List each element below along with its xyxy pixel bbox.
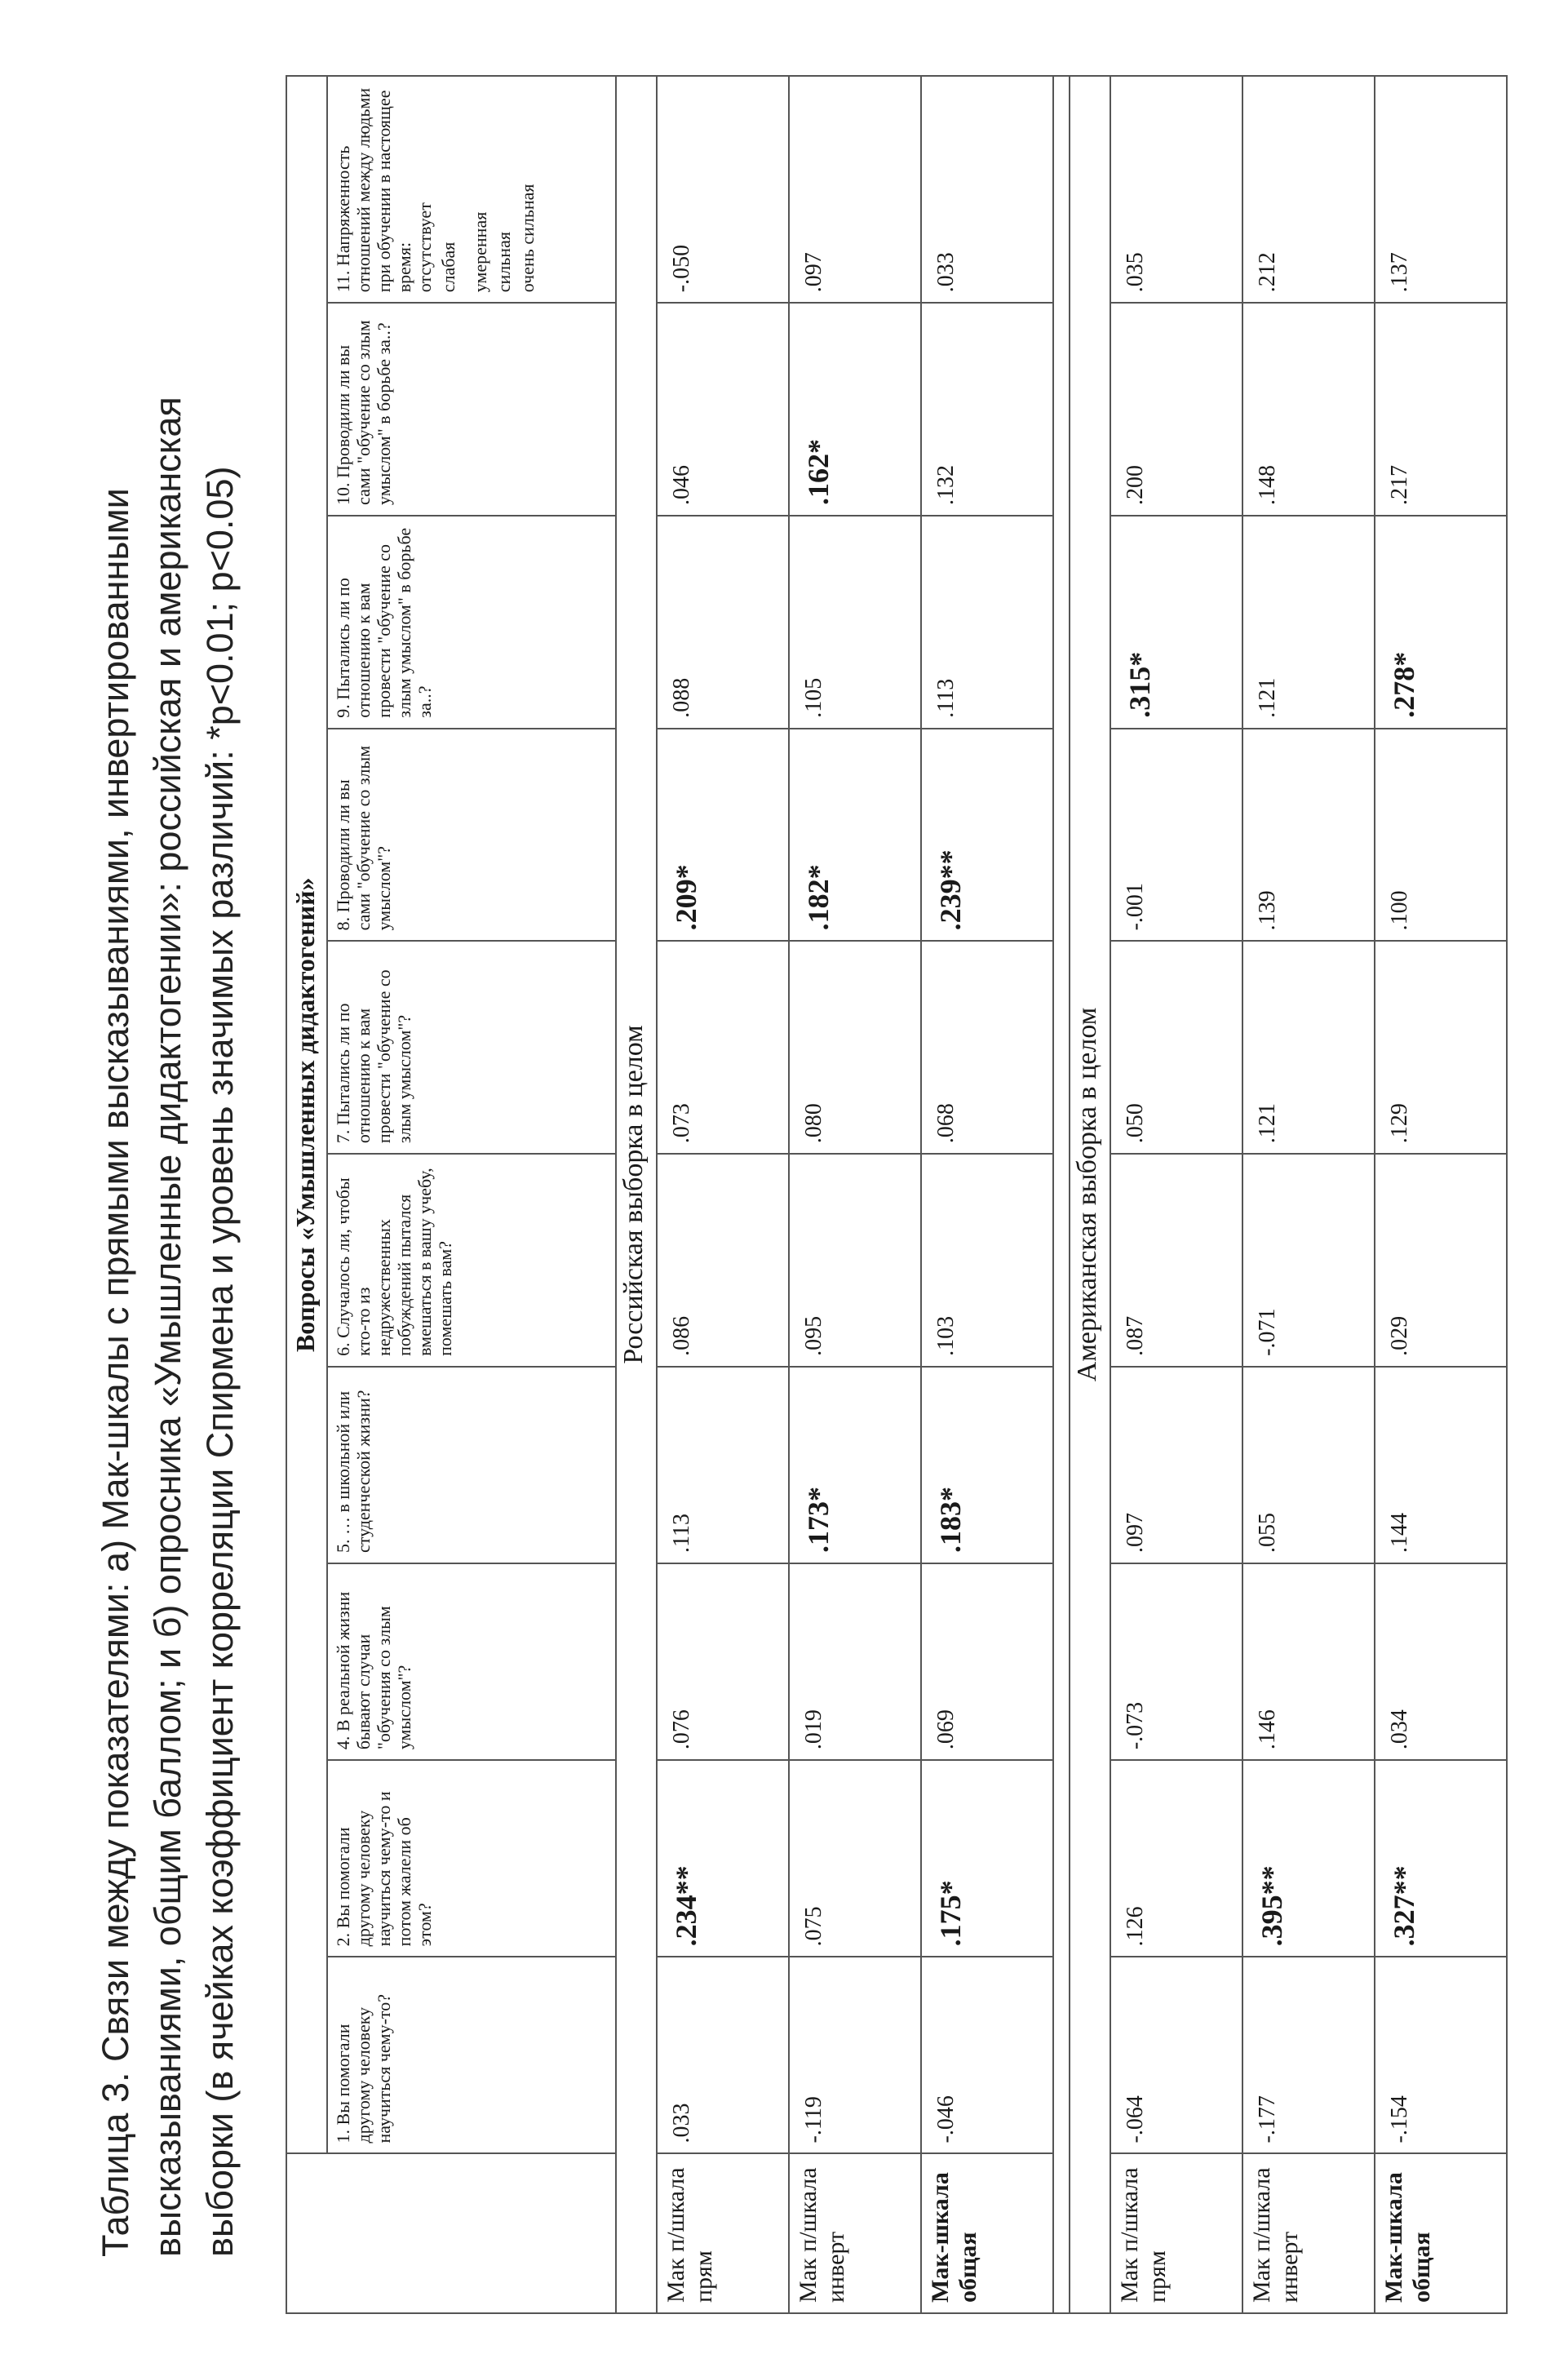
column-header-7: 8. Проводили ли вы сами "обучение со злым умыслом"? (327, 729, 616, 942)
table-row (657, 76, 789, 2313)
row-label: Мак п/шкала инверт (789, 2153, 921, 2313)
section-gap (1053, 76, 1070, 2313)
question-group-header: Вопросы «Умышленных дидактогений» (286, 76, 327, 2153)
column-header-11 (327, 76, 616, 303)
section-title-row (616, 76, 657, 2313)
table-cell: .175* (921, 1760, 1053, 1957)
row-label: Мак-шкала общая (921, 2153, 1053, 2313)
gap-cell (1053, 76, 1070, 2313)
table-cell: .148 (1242, 303, 1375, 516)
table-cell: .069 (921, 1563, 1053, 1760)
table-cell: .080 (789, 941, 921, 1154)
table-cell: .239** (921, 729, 1053, 942)
table-cell: .146 (1242, 1563, 1375, 1760)
table-cell: .029 (1375, 1154, 1507, 1367)
table-cell: .088 (657, 516, 789, 729)
table-cell: .095 (789, 1154, 921, 1367)
table-cell: .068 (921, 941, 1053, 1154)
table-cell: .182* (789, 729, 921, 942)
table-cell: .103 (921, 1154, 1053, 1367)
table-cell: .105 (789, 516, 921, 729)
row-label: Мак п/шкала инверт (1242, 2153, 1375, 2313)
column-header-11-option: отсутствует (414, 202, 435, 293)
row-label: Мак-шкала общая (1375, 2153, 1507, 2313)
column-header-4: 5. … в школьной или студенческой жизни? (327, 1367, 616, 1563)
corner-cell (286, 2153, 616, 2313)
table-cell: .173* (789, 1367, 921, 1563)
table-cell: .097 (1110, 1367, 1242, 1563)
table-cell: .113 (657, 1367, 789, 1563)
table-row (1375, 76, 1507, 2313)
table-cell: .209* (657, 729, 789, 942)
column-header-6: 7. Пытались ли по отношению к вам провести "обучение со злым умыслом"? (327, 941, 616, 1154)
table-cell: .132 (921, 303, 1053, 516)
table-cell: .019 (789, 1563, 921, 1760)
table-row (1242, 76, 1375, 2313)
table-cell: .162* (789, 303, 921, 516)
table-caption: Таблица 3. Связи между показателями: а) Мак-шкалы с прямыми высказываниями, инвертированными высказываниями, общим баллом; и б) опросника «Умышленные дидактогении»: российская и американская выборки (в ячейках коэффициент корреляции Спирмена и уровень значимых различий: *p<0.01; p<0.05) (95, 397, 241, 2257)
section-title: Американская выборка в целом (1070, 76, 1110, 2313)
table-cell: .033 (921, 76, 1053, 303)
table-cell: -.050 (657, 76, 789, 303)
table-cell: .129 (1375, 941, 1507, 1154)
table-cell: .034 (1375, 1563, 1507, 1760)
column-header-9: 10. Проводили ли вы сами "обучение со злым умыслом" в борьбе за..? (327, 303, 616, 516)
table-row (1110, 76, 1242, 2313)
row-label: Мак п/шкала прям (1110, 2153, 1242, 2313)
table-cell: .073 (657, 941, 789, 1154)
table-cell: .212 (1242, 76, 1375, 303)
table-cell: .055 (1242, 1367, 1375, 1563)
table-cell: .086 (657, 1154, 789, 1367)
column-header-3: 4. В реальной жизни бывают случаи "обучения со злым умыслом"? (327, 1563, 616, 1760)
column-header-1: 1. Вы помогали другому человеку научиться чему-то? (327, 1957, 616, 2153)
table-cell: -.177 (1242, 1957, 1375, 2153)
table-row (921, 76, 1053, 2313)
table-cell: .100 (1375, 729, 1507, 942)
table-cell: .217 (1375, 303, 1507, 516)
table-row (789, 76, 921, 2313)
table-cell: .121 (1242, 516, 1375, 729)
table-cell: -.046 (921, 1957, 1053, 2153)
column-header-11-title: 11. Напряженность отношений между людьми при обучении в настоящее время: (333, 87, 414, 293)
row-label: Мак п/шкала прям (657, 2153, 789, 2313)
table-cell: .035 (1110, 76, 1242, 303)
table-cell: .097 (789, 76, 921, 303)
table-cell: -.154 (1375, 1957, 1507, 2153)
table-cell: .087 (1110, 1154, 1242, 1367)
table-cell: -.001 (1110, 729, 1242, 942)
column-header-11-option: умеренная (470, 211, 490, 293)
table-cell: .395** (1242, 1760, 1375, 1957)
table-cell: .050 (1110, 941, 1242, 1154)
table-cell: .075 (789, 1760, 921, 1957)
table-cell: .278* (1375, 516, 1507, 729)
section-title-row (1070, 76, 1110, 2313)
table-cell: .126 (1110, 1760, 1242, 1957)
table-cell: .139 (1242, 729, 1375, 942)
table-cell: .046 (657, 303, 789, 516)
table-cell: .315* (1110, 516, 1242, 729)
column-header-8: 9. Пытались ли по отношению к вам провести "обучение со злым умыслом" в борьбе за..? (327, 516, 616, 729)
table-cell: .144 (1375, 1367, 1507, 1563)
table-cell: .327** (1375, 1760, 1507, 1957)
column-header-11-option: сильная (494, 232, 514, 293)
table-cell: .113 (921, 516, 1053, 729)
section-title: Российская выборка в целом (616, 76, 657, 2313)
table-cell: .200 (1110, 303, 1242, 516)
column-header-5: 6. Случалось ли, чтобы кто-то из недружественных побуждений пытался вмешаться в вашу учебу, помешать вам? (327, 1154, 616, 1367)
header-group-row (286, 76, 327, 2313)
table-cell: .033 (657, 1957, 789, 2153)
column-header-11-option: слабая (438, 242, 458, 293)
table-cell: -.064 (1110, 1957, 1242, 2153)
column-header-2: 2. Вы помогали другому человеку научиться чему-то и потом жалели об этом? (327, 1760, 616, 1957)
column-header-row (327, 76, 616, 2313)
table-cell: -.119 (789, 1957, 921, 2153)
table-cell: .234** (657, 1760, 789, 1957)
table-cell: .076 (657, 1563, 789, 1760)
correlation-table (286, 75, 1508, 2314)
table-cell: -.071 (1242, 1154, 1375, 1367)
column-header-11-option: очень сильная (517, 184, 538, 293)
table-body (286, 76, 1507, 2313)
table-cell: .137 (1375, 76, 1507, 303)
table-cell: .183* (921, 1367, 1053, 1563)
table-cell: .121 (1242, 941, 1375, 1154)
table-cell: -.073 (1110, 1563, 1242, 1760)
